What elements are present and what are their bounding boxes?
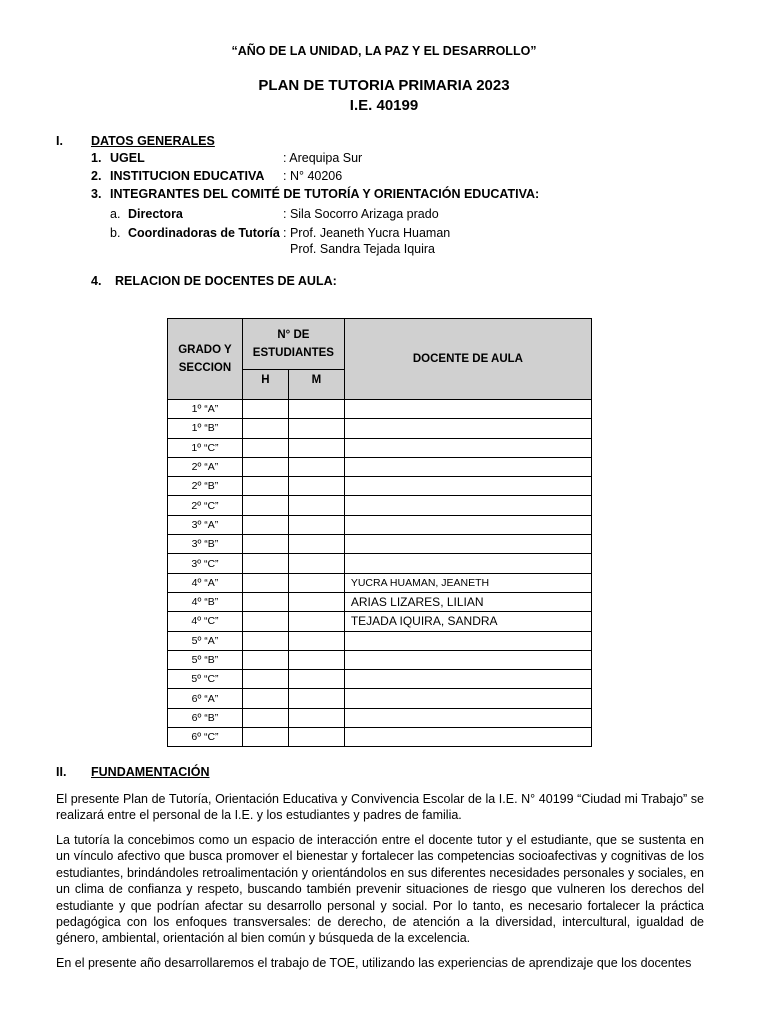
item-3-number: 3.: [91, 187, 102, 201]
teacher-cell: [344, 400, 591, 419]
table-row: [168, 573, 592, 592]
m-cell: [288, 670, 344, 689]
h-cell: [242, 631, 288, 650]
teacher-cell: YUCRA HUAMAN, JEANETH: [344, 573, 591, 592]
m-cell: [288, 496, 344, 515]
docentes-table: [167, 318, 592, 747]
header-grado: GRADO Y SECCION: [168, 319, 243, 400]
section-1-numeral: I.: [56, 134, 63, 148]
m-cell: [288, 708, 344, 727]
subitem-coordinadoras-value-2: Prof. Sandra Tejada Iquira: [290, 242, 436, 256]
grade-cell: 4º “C”: [168, 612, 243, 631]
teacher-cell: ARIAS LIZARES, LILIAN: [344, 592, 591, 611]
table-row: [168, 535, 592, 554]
item-4-number: 4.: [91, 274, 102, 288]
h-cell: [242, 708, 288, 727]
grade-cell: 1º “A”: [168, 400, 243, 419]
m-cell: [288, 515, 344, 534]
teacher-cell: [344, 535, 591, 554]
teacher-cell: TEJADA IQUIRA, SANDRA: [344, 612, 591, 631]
paragraph-toe: En el presente año desarrollaremos el trabajo de TOE, utilizando las experiencias de aprendizaje que los docentes: [56, 956, 692, 970]
table-row: [168, 708, 592, 727]
m-cell: [288, 400, 344, 419]
subitem-coordinadoras-value: : Prof. Jeaneth Yucra Huaman: [283, 226, 451, 240]
teacher-cell: [344, 708, 591, 727]
item-ugel-label: UGEL: [110, 151, 145, 165]
teacher-cell: [344, 515, 591, 534]
h-cell: [242, 419, 288, 438]
grade-cell: 2º “B”: [168, 477, 243, 496]
h-cell: [242, 457, 288, 476]
table-row: [168, 438, 592, 457]
subitem-a-letter: a.: [110, 207, 121, 221]
grade-cell: 1º “C”: [168, 438, 243, 457]
h-cell: [242, 592, 288, 611]
teacher-cell: [344, 457, 591, 476]
teacher-cell: [344, 650, 591, 669]
m-cell: [288, 573, 344, 592]
table-row: [168, 496, 592, 515]
m-cell: [288, 612, 344, 631]
grade-cell: 3º “C”: [168, 554, 243, 573]
document-title: PLAN DE TUTORIA PRIMARIA 2023: [258, 77, 510, 94]
item-2-number: 2.: [91, 169, 102, 183]
h-cell: [242, 650, 288, 669]
section-2-numeral: II.: [56, 765, 67, 779]
item-relacion-label: RELACION DE DOCENTES DE AULA:: [115, 274, 337, 288]
teacher-cell: [344, 438, 591, 457]
teacher-cell: [344, 419, 591, 438]
table-row: [168, 689, 592, 708]
grade-cell: 6º “A”: [168, 689, 243, 708]
header-estudiantes: N° DE ESTUDIANTES: [242, 319, 344, 370]
table-row: [168, 650, 592, 669]
table-row: [168, 419, 592, 438]
grade-cell: 3º “A”: [168, 515, 243, 534]
header-h: H: [242, 370, 288, 400]
m-cell: [288, 728, 344, 747]
table-row: [168, 477, 592, 496]
m-cell: [288, 689, 344, 708]
teacher-cell: [344, 670, 591, 689]
paragraph-intro: El presente Plan de Tutoría, Orientación Educativa y Convivencia Escolar de la I.E. N° 40199 “Ciudad mi Trabajo” se realizará entre el personal de la I.E. y los estudiantes y padres de familia.: [56, 792, 704, 823]
grade-cell: 6º “B”: [168, 708, 243, 727]
grade-cell: 5º “C”: [168, 670, 243, 689]
teacher-cell: [344, 631, 591, 650]
subitem-b-letter: b.: [110, 226, 121, 240]
h-cell: [242, 612, 288, 631]
table-row: [168, 631, 592, 650]
teacher-cell: [344, 477, 591, 496]
m-cell: [288, 457, 344, 476]
teacher-cell: [344, 728, 591, 747]
m-cell: [288, 535, 344, 554]
h-cell: [242, 496, 288, 515]
m-cell: [288, 419, 344, 438]
table-row: [168, 515, 592, 534]
h-cell: [242, 554, 288, 573]
h-cell: [242, 689, 288, 708]
item-institucion-value: : N° 40206: [283, 169, 343, 183]
table-row: [168, 612, 592, 631]
table-row: [168, 670, 592, 689]
teacher-cell: [344, 554, 591, 573]
section-1-heading: DATOS GENERALES: [91, 134, 215, 148]
document-motto: “AÑO DE LA UNIDAD, LA PAZ Y EL DESARROLLO”: [231, 44, 537, 58]
grade-cell: 1º “B”: [168, 419, 243, 438]
m-cell: [288, 438, 344, 457]
h-cell: [242, 573, 288, 592]
m-cell: [288, 631, 344, 650]
grade-cell: 3º “B”: [168, 535, 243, 554]
grade-cell: 4º “A”: [168, 573, 243, 592]
table-row: [168, 400, 592, 419]
h-cell: [242, 670, 288, 689]
h-cell: [242, 438, 288, 457]
teacher-cell: [344, 496, 591, 515]
item-institucion-label: INSTITUCION EDUCATIVA: [110, 169, 265, 183]
subitem-directora-label: Directora: [128, 207, 183, 221]
header-m: M: [288, 370, 344, 400]
h-cell: [242, 535, 288, 554]
table-row: [168, 592, 592, 611]
m-cell: [288, 477, 344, 496]
table-row: [168, 554, 592, 573]
m-cell: [288, 592, 344, 611]
grade-cell: 6º “C”: [168, 728, 243, 747]
paragraph-tutoria: La tutoría la concebimos como un espacio de interacción entre el docente tutor y el estudiante, que se sustenta en un vínculo afectivo que busca promover el bienestar y fortalecer las competencias socioafectivas y cognitivas de los estudiantes, brindándoles retroalimentación y orientándolos en sus diferentes necesidades personales y sociales, en un clima de confianza y respeto, buscando también prevenir situaciones de riesgo que vulneren los derechos del estudiante y que podrían afectar su desarrollo personal y social. Por lo tanto, es necesario fortalecer la práctica pedagógica con los enfoques transversales: de derecho, de atención a la diversidad, intercultural, igualdad de género, ambiental, orientación al bien común y búsqueda de la excelencia.: [56, 833, 704, 946]
m-cell: [288, 554, 344, 573]
teacher-cell: [344, 689, 591, 708]
m-cell: [288, 650, 344, 669]
header-docente: DOCENTE DE AULA: [344, 319, 591, 400]
h-cell: [242, 477, 288, 496]
item-ugel-value: : Arequipa Sur: [283, 151, 363, 165]
grade-cell: 5º “A”: [168, 631, 243, 650]
section-2-heading: FUNDAMENTACIÓN: [91, 765, 210, 779]
table-row: [168, 457, 592, 476]
grade-cell: 2º “C”: [168, 496, 243, 515]
item-comite-label: INTEGRANTES DEL COMITÉ DE TUTORÍA Y ORIENTACIÓN EDUCATIVA:: [110, 187, 540, 201]
subitem-directora-value: : Sila Socorro Arizaga prado: [283, 207, 439, 221]
grade-cell: 4º “B”: [168, 592, 243, 611]
grade-cell: 2º “A”: [168, 457, 243, 476]
subitem-coordinadoras-label: Coordinadoras de Tutoría: [128, 226, 280, 240]
h-cell: [242, 515, 288, 534]
grade-cell: 5º “B”: [168, 650, 243, 669]
table-row: [168, 728, 592, 747]
document-subtitle: I.E. 40199: [349, 97, 419, 114]
h-cell: [242, 400, 288, 419]
h-cell: [242, 728, 288, 747]
item-1-number: 1.: [91, 151, 102, 165]
